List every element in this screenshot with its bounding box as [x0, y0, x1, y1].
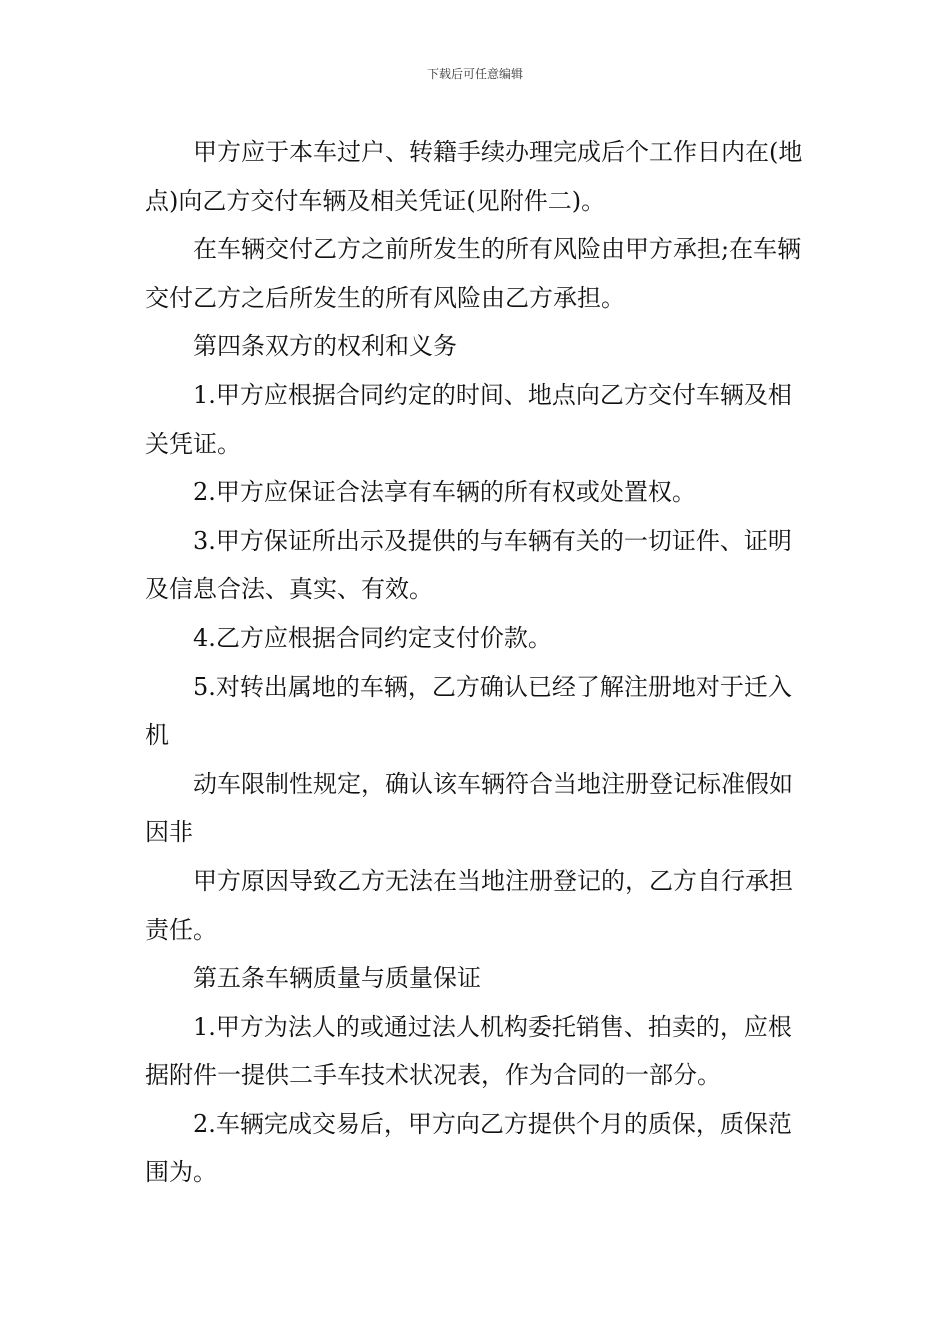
quality-item-2: 2.车辆完成交易后，甲方向乙方提供个月的质保，质保范围为。	[145, 1109, 792, 1187]
list-item-5-part-2: 动车限制性规定，确认该车辆符合当地注册登记标准假如因非	[145, 769, 793, 847]
page-header: 下载后可任意编辑	[426, 67, 523, 81]
section-heading-rights-obligations: 第四条双方的权利和义务	[193, 332, 457, 361]
quality-item-1: 1.甲方为法人的或通过法人机构委托销售、拍卖的，应根据附件一提供二手车技术状况表，作为合同的一部分。	[145, 1012, 792, 1090]
list-item-2: 2.甲方应保证合法享有车辆的所有权或处置权。	[193, 478, 696, 507]
section-heading-quality: 第五条车辆质量与质量保证	[193, 964, 481, 993]
paragraph-risk: 在车辆交付乙方之前所发生的所有风险由甲方承担;在车辆交付乙方之后所发生的所有风险由乙方承担。	[145, 235, 802, 312]
list-item-5-part-1: 5.对转出属地的车辆，乙方确认已经了解注册地对于迁入机	[145, 672, 792, 750]
document-body	[145, 128, 810, 1197]
paragraph-delivery: 甲方应于本车过户、转籍手续办理完成后个工作日内在(地点)向乙方交付车辆及相关凭证(见附件二)。	[145, 138, 803, 215]
list-item-5-part-3: 甲方原因导致乙方无法在当地注册登记的，乙方自行承担责任。	[145, 866, 793, 944]
list-item-3: 3.甲方保证所出示及提供的与车辆有关的一切证件、证明及信息合法、真实、有效。	[145, 526, 792, 604]
list-item-4: 4.乙方应根据合同约定支付价款。	[193, 623, 552, 652]
list-item-1: 1.甲方应根据合同约定的时间、地点向乙方交付车辆及相关凭证。	[145, 380, 792, 458]
